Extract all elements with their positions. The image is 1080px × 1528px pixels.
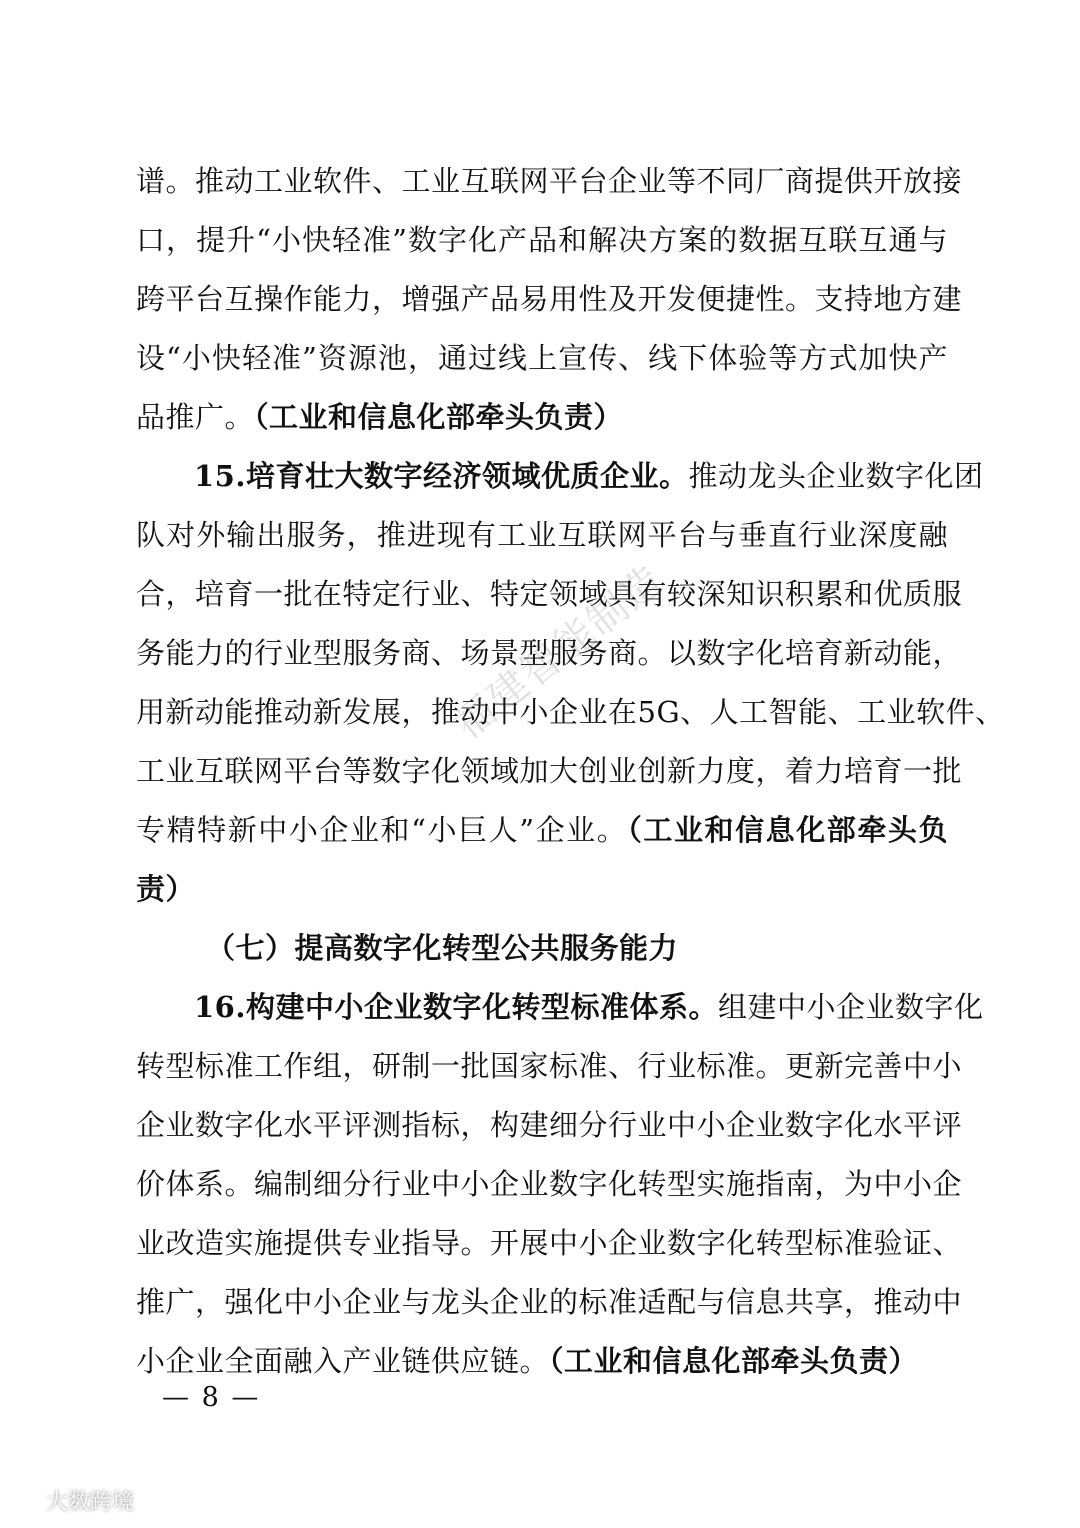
paragraph-15	[136, 447, 1005, 919]
text-fragment: 组建中小企业数字化	[717, 990, 984, 1024]
text-line: 工业互联网平台等数字化领域加大创业创新力度，着力培育一批	[136, 754, 963, 788]
text-line: 跨平台互操作能力，增强产品易用性及开发便捷性。支持地方建	[136, 282, 963, 316]
text-line: 业改造实施提供专业指导。开展中小企业数字化转型标准验证、	[136, 1226, 963, 1260]
watermark: 福建智能制造	[445, 556, 673, 749]
text-fragment: 专精特新中小企业和“小巨人”企业。	[136, 813, 628, 847]
item-heading: 16.构建中小企业数字化转型标准体系。	[194, 990, 718, 1024]
text-line: 转型标准工作组，研制一批国家标准、行业标准。更新完善中小	[136, 1049, 963, 1083]
text-line: 口，提升“小快轻准”数字化产品和解决方案的数据互联互通与	[136, 223, 948, 257]
section-heading: （七）提高数字化转型公共服务能力	[206, 931, 679, 965]
source-badge	[6, 1485, 134, 1516]
text-line: 企业数字化水平评测指标，构建细分行业中小企业数字化水平评	[136, 1108, 963, 1142]
page-number: — 8 —	[162, 1382, 261, 1413]
text-line: 队对外输出服务，推进现有工业互联网平台与垂直行业深度融	[136, 518, 948, 552]
text-fragment: 推动龙头企业数字化团	[688, 459, 984, 493]
text-line	[136, 388, 948, 447]
text-fragment: 小企业全面融入产业链供应链。	[136, 1344, 550, 1378]
text-line: 责）	[136, 872, 196, 906]
text-line: 谱。推动工业软件、工业互联网平台企业等不同厂商提供开放接	[136, 164, 963, 198]
responsibility-note: （工业和信息化部牵头负	[627, 813, 948, 847]
text-line: 合，培育一批在特定行业、特定领域具有较深知识积累和优质服	[136, 577, 963, 611]
text-line: 设“小快轻准”资源池，通过线上宣传、线下体验等方式加快产	[136, 341, 948, 375]
paragraph-14-continued	[136, 152, 963, 447]
responsibility-note: （工业和信息化部牵头负责）	[254, 400, 624, 434]
text-line	[136, 447, 984, 506]
text-line	[136, 978, 984, 1037]
text-line: 推广，强化中小企业与龙头企业的标准适配与信息共享，推动中	[136, 1285, 963, 1319]
document-body	[136, 152, 1005, 1391]
source-badge-label: 大数跨境	[46, 1490, 135, 1515]
item-heading: 15.培育壮大数字经济领域优质企业。	[194, 459, 689, 493]
responsibility-note: （工业和信息化部牵头负责）	[549, 1344, 919, 1378]
text-line: 用新动能推动新发展，推动中小企业在5G、人工智能、工业软件、	[136, 695, 1005, 729]
text-line: 务能力的行业型服务商、场景型服务商。以数字化培育新动能，	[136, 636, 963, 670]
text-fragment: 品推广。	[136, 400, 255, 434]
paragraph-16	[136, 978, 984, 1391]
text-line: 价体系。编制细分行业中小企业数字化转型实施指南，为中小企	[136, 1167, 963, 1201]
text-line	[136, 801, 948, 860]
weibo-icon	[6, 1487, 40, 1515]
